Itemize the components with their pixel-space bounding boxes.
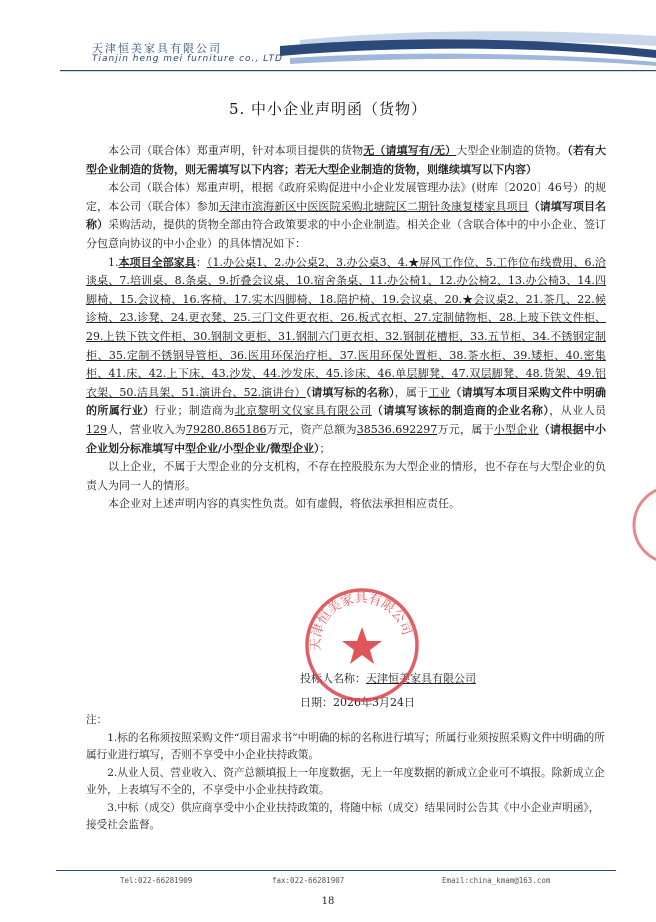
company-seal bbox=[302, 585, 422, 705]
furniture-list: （1.办公桌1、2.办公桌2、3.办公桌3、4.★屏风工作位、5.工作位布线费用、6.洽谈桌、7.培训桌、8.条桌、9.折叠会议桌、10.宿舍条桌、11.办公椅1、12.办公椅2、13.办公椅3、14.四脚椅、15.会议椅、16.客椅、17.实木四脚椅、18.陪护椅、19.会议桌、20.★会议桌2、21.茶几、22.候诊椅、23.诊凳、24.更衣凳、25.三门文件更衣柜、26.板式衣柜、27.定制储物柜、28.上玻下铁文件柜、29.上铁下铁文件柜、30.钢制文更柜、31.钢制六门更衣柜、32.钢制花槽柜、33.五节柜、34.不锈钢定制柜、35.定制不锈钢导管柜、36.医用环保治疗柜、37.医用环保处置柜、38.茶水柜、39.矮柜、40.密集柜、41.床、42.上下床、43.沙发、44.沙发床、45.诊床、46.单层脚凳、47.双层脚凳、48.货架、49.铝衣架、50.洁具架、51.演讲台、52.演讲台） bbox=[86, 255, 607, 399]
note-item: 3.中标（成交）供应商享受中小企业扶持政策的，将随中标（成交）结果同时公告其《中小企业声明函》，接受社会监督。 bbox=[86, 801, 600, 831]
paragraph-2: 本公司（联合体）郑重声明，根据《政府采购促进中小企业发展管理办法》(财库〔2020〕46号）的规定，本公司（联合体）参加天津市滨海新区中医医院采购北塘院区二期针灸康复楼家具项目（请填写项目名称）采购活动，提供的货物全部由符合政策要求的中小企业制造。相关企业（含联合体中的中小企业、签订分包意向协议的中小企业）的具体情况如下： bbox=[86, 181, 607, 250]
paragraph-1: 本公司（联合体）郑重声明，针对本项目提供的货物无（请填写有/无）大型企业制造的货物。（若有大型企业制造的货物，则无需填写以下内容；若无大型企业制造的货物，则继续填写以下内容） bbox=[86, 144, 607, 176]
company-name-en: Tianjin heng mei furniture co., LTD bbox=[92, 54, 283, 64]
paragraph-4: 本企业对上述声明内容的真实性负责。如有虚假，将依法承担相应责任。 bbox=[108, 497, 460, 511]
revenue: 79280.865186 bbox=[186, 422, 267, 436]
paragraph-3: 以上企业，不属于大型企业的分支机构，不存在控股股东为大型企业的情形，也不存在与大型企业的负责人为同一人的情形。 bbox=[86, 460, 606, 492]
bidder-signature: 投标人名称：天津恒美家具有限公司 bbox=[300, 672, 476, 685]
item-1: 1.本项目全部家具：（1.办公桌1、2.办公桌2、3.办公桌3、4.★屏风工作位、5.工作位布线费用、6.洽谈桌、7.培训桌、8.条桌、9.折叠会议桌、10.宿舍条桌、11.办公椅1、12.办公椅2、13.办公椅3、14.四脚椅、15.会议椅、16.客椅、17.实木四脚椅、18.陪护椅、19.会议桌、20.★会议桌2、21.茶几、22.候诊椅、23.诊凳、24.更衣凳、25.三门文件更衣柜、26.板式衣柜、27.定制储物柜、28.上玻下铁文件柜、29.上铁下铁文件柜、30.钢制文更柜、31.钢制六门更衣柜、32.钢制花槽柜、33.五节柜、34.不锈钢定制柜、35.定制不锈钢导管柜、36.医用环保治疗柜、37.医用环保处置柜、38.茶水柜、39.矮柜、40.密集柜、41.床、42.上下床、43.沙发、44.沙发床、45.诊床、46.单层脚凳、47.双层脚凳、48.货架、49.铝衣架、50.洁具架、51.演讲台、52.演讲台）（请填写标的名称），属于工业（请填写本项目采购文件中明确的所属行业）行业；制造商为北京黎明文仪家具有限公司（请填写该标的制造商的企业名称），从业人员129人，营业收入为79280.865186万元，资产总额为38536.692297万元，属于小型企业（请根据中小企业划分标准填写中型企业/小型企业/微型企业）； bbox=[86, 255, 607, 455]
footer-tel: Tel:022-66281909 bbox=[120, 876, 193, 885]
footer-rule bbox=[56, 870, 616, 871]
document-title: 5. 中小企业声明函（货物） bbox=[228, 100, 428, 118]
page-seam-seal bbox=[632, 480, 656, 570]
total-assets: 38536.692297 bbox=[356, 422, 438, 436]
large-enterprise-answer: 无（请填写有/无） bbox=[363, 144, 457, 157]
project-name: 天津市滨海新区中医医院采购北塘院区二期针灸康复楼家具项目 bbox=[218, 199, 529, 213]
note-item: 1.标的名称须按照采购文件“项目需求书”中明确的标的名称进行填写；所属行业须按照采购文件中明确的所属行业进行填写，否则不享受中小企业扶持政策。 bbox=[86, 731, 605, 761]
footer-fax: fax:022-66281907 bbox=[272, 876, 345, 885]
notes-section bbox=[86, 712, 606, 835]
company-name-cn: 天津恒美家具有限公司 bbox=[92, 42, 222, 55]
page-footer bbox=[0, 874, 656, 888]
note-item: 2.从业人员、营业收入、资产总额填报上一年度数据，无上一年度数据的新成立企业可不填报。除新成立企业外，上表填写不全的，不享受中小企业扶持政策。 bbox=[86, 766, 605, 796]
signature-date: 日期：2026年3月24日 bbox=[300, 696, 415, 709]
enterprise-size: 小型企业 bbox=[493, 422, 539, 436]
employees: 129 bbox=[86, 422, 107, 436]
page-number: 18 bbox=[321, 896, 335, 907]
letterhead bbox=[0, 0, 656, 80]
manufacturer: 北京黎明文仪家具有限公司 bbox=[234, 404, 372, 418]
seal-text: 天津恒美家具有限公司 bbox=[308, 591, 415, 652]
notes-title: 注： bbox=[86, 714, 108, 726]
industry: 工业 bbox=[428, 385, 451, 399]
date-value: 2026年3月24日 bbox=[333, 696, 415, 709]
declaration-body bbox=[86, 142, 606, 514]
bidder-name: 天津恒美家具有限公司 bbox=[366, 672, 476, 685]
footer-email: Email:china_kmam@163.com bbox=[442, 876, 551, 885]
